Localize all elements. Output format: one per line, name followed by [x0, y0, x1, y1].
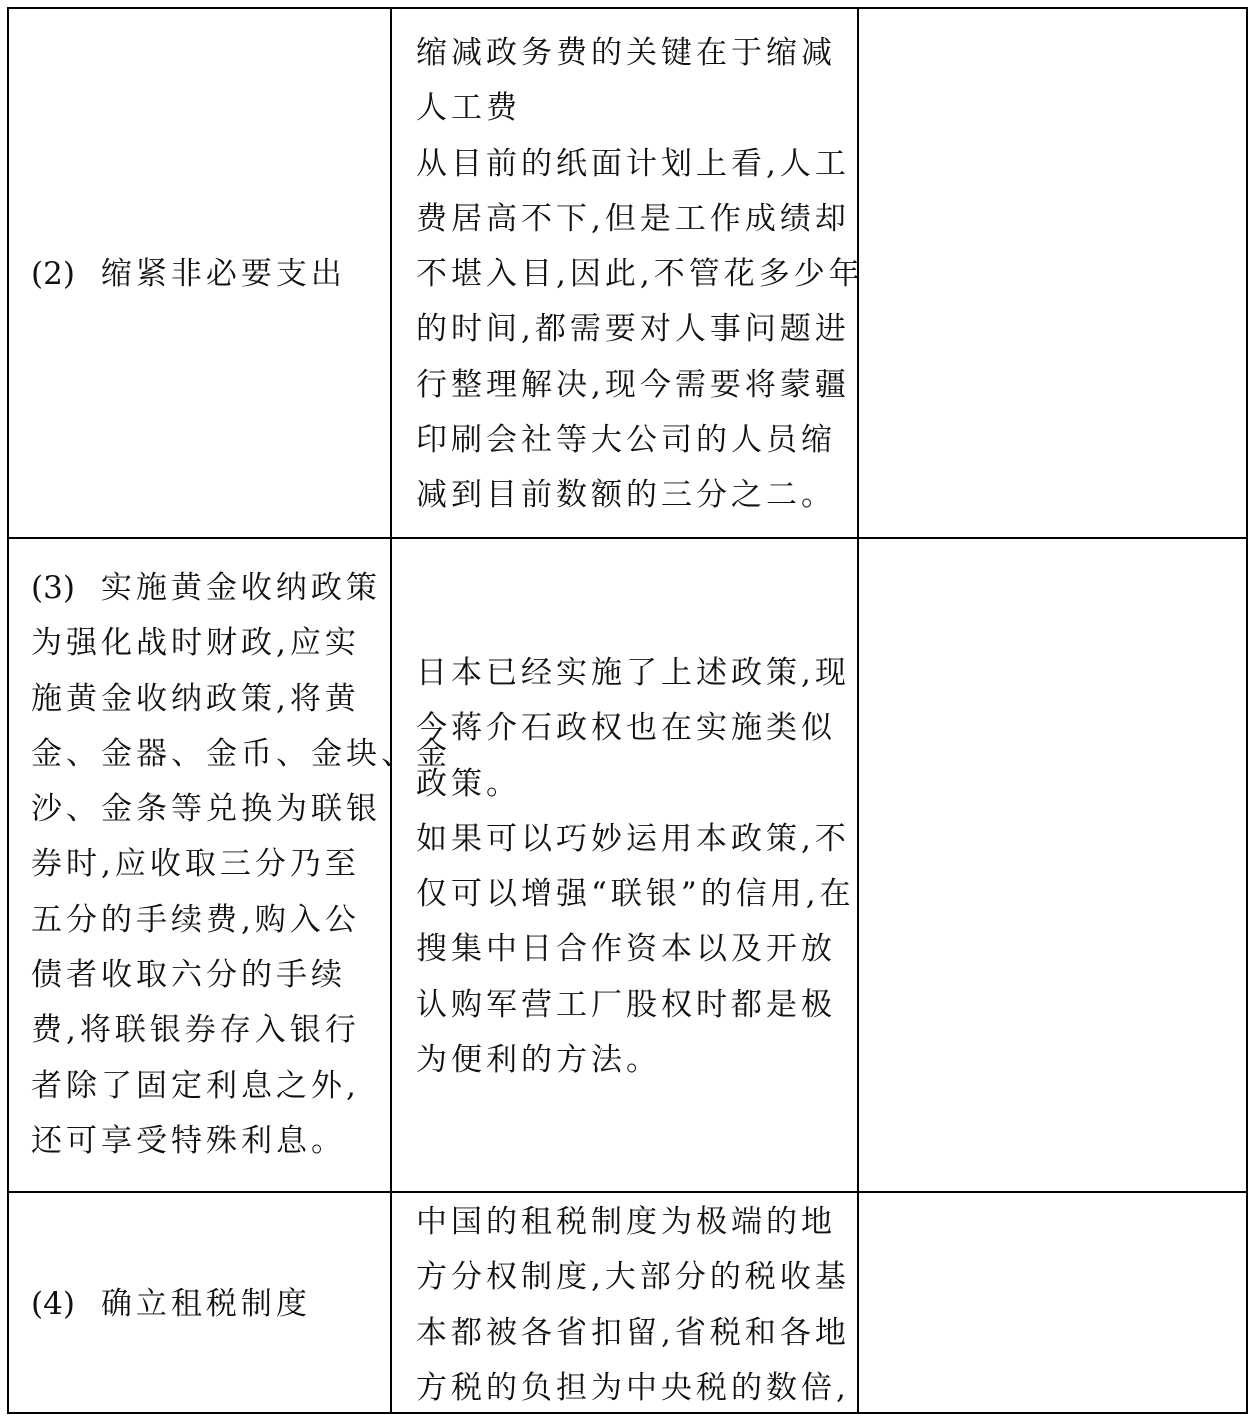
item-number: (2)	[31, 256, 75, 292]
text-line: 减到目前数额的三分之二。	[416, 477, 836, 514]
text-line: 本都被各省扣留,省税和各地	[416, 1314, 850, 1351]
text-line: 施黄金收纳政策,将黄	[31, 680, 360, 717]
item-title: 缩紧非必要支出	[100, 256, 346, 292]
row-4-heading	[31, 1277, 311, 1332]
row-2-heading	[31, 247, 346, 302]
text-line: 者除了固定利息之外,	[31, 1067, 360, 1104]
row-2-remarks-cell	[859, 11, 1244, 535]
text-line: 五分的手续费,购入公	[31, 901, 360, 938]
text-line: 沙、金条等兑换为联银	[31, 791, 381, 828]
row-3-description-cell	[416, 646, 855, 1088]
row-2-heading-cell	[31, 247, 346, 302]
text-line: 为强化战时财政,应实	[31, 625, 360, 662]
row-4-remarks-cell	[859, 1193, 1244, 1412]
item-title: 实施黄金收纳政策	[100, 570, 381, 606]
text-line: 中国的租税制度为极端的地	[416, 1204, 836, 1240]
row-4-heading-cell	[31, 1277, 311, 1332]
text-line: 政策。	[416, 765, 521, 802]
text-line: 从目前的纸面计划上看,人工	[416, 145, 850, 182]
item-title: 确立租税制度	[100, 1286, 311, 1322]
policy-table	[7, 7, 1248, 1414]
text-line: 今蒋介石政权也在实施类似	[416, 710, 836, 747]
row-3-heading	[31, 561, 451, 616]
text-line: 认购军营工厂股权时都是极	[416, 986, 836, 1023]
text-line: 券时,应收取三分乃至	[31, 846, 360, 883]
text-line: 债者收取六分的手续	[31, 957, 346, 994]
text-line: 日本已经实施了上述政策,现	[416, 655, 850, 691]
text-line: 仅可以增强“联银”的信用,在	[416, 876, 855, 913]
text-line: 还可享受特殊利息。	[31, 1122, 346, 1159]
text-line: 缩减政务费的关键在于缩减	[416, 35, 836, 71]
item-number: (4)	[31, 1286, 75, 1322]
text-line: 人工费	[416, 90, 521, 127]
row-4-description-cell	[416, 1195, 850, 1416]
text-line: 的时间,都需要对人事问题进	[416, 311, 850, 348]
row-3-remarks-cell	[859, 539, 1244, 1189]
text-line: 不堪入目,因此,不管花多少年	[416, 256, 864, 293]
row-3-heading-cell	[31, 561, 451, 1169]
text-line: 费居高不下,但是工作成绩却	[416, 200, 850, 237]
text-line: 如果可以巧妙运用本政策,不	[416, 820, 850, 857]
item-number: (3)	[31, 570, 75, 606]
text-line: 方税的负担为中央税的数倍,	[416, 1369, 850, 1406]
text-line: 为便利的方法。	[416, 1042, 661, 1079]
row-2-description-cell	[416, 26, 864, 524]
text-line: 搜集中日合作资本以及开放	[416, 931, 836, 968]
text-line: 印刷会社等大公司的人员缩	[416, 422, 836, 459]
text-line: 行整理解决,现今需要将蒙疆	[416, 366, 850, 403]
text-line: 金、金器、金币、金块、金	[31, 735, 451, 772]
text-line: 方分权制度,大部分的税收基	[416, 1259, 850, 1296]
text-line: 费,将联银券存入银行	[31, 1012, 360, 1049]
